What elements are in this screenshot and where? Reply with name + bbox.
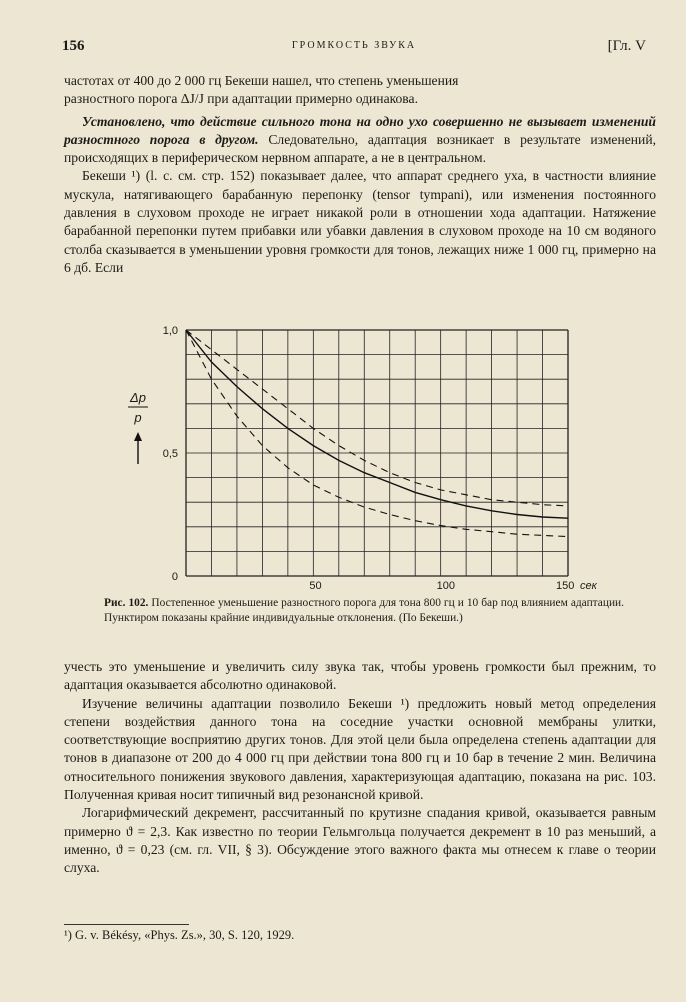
series-3-line (186, 330, 568, 537)
y-tick-label: 0 (171, 571, 178, 583)
footnote-rule (64, 924, 189, 925)
x-tick-label: 50 (309, 580, 322, 592)
y-axis-label-numerator: Δp (130, 390, 146, 405)
y-axis-label-denominator: p (134, 410, 142, 425)
paragraph-2 (64, 113, 656, 168)
caption-label: Рис. 102. (104, 597, 149, 609)
paragraph-1-line-2: разностного порога ΔJ/J при адаптации примерно одинакова. (64, 91, 418, 107)
footnote: ¹) G. v. Békésy, «Phys. Zs.», 30, S. 120, 1929. (64, 928, 295, 942)
x-tick-label: 150 (556, 580, 575, 592)
paragraph-4: учесть это уменьшение и увеличить силу звука так, чтобы уровень громкости был прежним, то адаптация оказывается абсолютно одинаковой. (64, 659, 656, 693)
page-number: 156 (62, 38, 85, 54)
paragraph-1-line-1: частотах от 400 до 2 000 гц Бекеши нашел, что степень уменьшения (64, 73, 459, 88)
x-unit-label: сек (580, 580, 597, 592)
chapter-label: [Гл. V (607, 38, 646, 54)
series-2-line (186, 330, 568, 506)
text-block-top (64, 72, 656, 277)
x-tick-label: 100 (436, 580, 456, 592)
y-tick-label: 0,5 (162, 448, 178, 460)
running-header (62, 38, 646, 58)
caption-text: Постепенное уменьшение разностного порога для тона 800 гц и 10 бар под влиянием адаптации. Пунктиром показаны крайние индивидуальные отклонения. (По Бекеши.) (104, 597, 624, 624)
paragraph-6: Логарифмический декремент, рассчитанный по крутизне спадания кривой, оказывается равным примерно ϑ = 2,3. Как известно по теории Гельмгольца получается декремент в 10 раз меньший, а именно, ϑ = 0,23 (см. гл. VII, § 3). Обсуждение этого важного факта мы отнесем к главе о теории слуха. (64, 805, 656, 876)
paragraph-2-rest: Следовательно, адаптация возникает в результате изменений, происходящих в периферическом нервном аппарате, а не в центральном. (64, 131, 656, 166)
y-axis-arrow-head (134, 432, 142, 441)
adaptation-chart (120, 322, 670, 592)
figure-102 (120, 322, 670, 592)
paragraph-3: Бекеши ¹) (l. c. см. стр. 152) показывает далее, что аппарат среднего уха, в частности влияние мускула, натягивающего барабанную перепонку (tensor tympani), или изменения постоянного давления в слуховом проходе не играет никакой роли в отношении хода адаптации. Натяжение барабанной перепонки путем прибавки или убавки давления в слуховом проходе на 10 см водяного столба сказывается в уменьшении уровня громкости для тонов, лежащих ниже 1 000 гц, примерно на 6 дб. Если (64, 168, 656, 275)
y-tick-label: 1,0 (162, 325, 178, 337)
text-block-bottom (64, 658, 656, 878)
running-title: ГРОМКОСТЬ ЗВУКА (291, 40, 417, 51)
figure-caption (104, 596, 624, 625)
paragraph-2-italic: Установлено, что действие сильного тона на одно ухо совершенно не вызывает изменений разностного порога в другом. (64, 113, 656, 147)
paragraph-5: Изучение величины адаптации позволило Бекеши ¹) предложить новый метод определения степени воздействия данного тона на соседние участки основной мембраны улитки, соответствующие восприятию других тонов. Для этой цели была определена степень адаптации для тонов в диапазоне от 200 до 4 000 гц при действии тона 800 гц и 10 бар в течение 2 мин. Величина относительного понижения звукового давления, характеризующая адаптацию, показана на рис. 103. Полученная кривая носит типичный вид резонансной кривой. (64, 695, 656, 803)
